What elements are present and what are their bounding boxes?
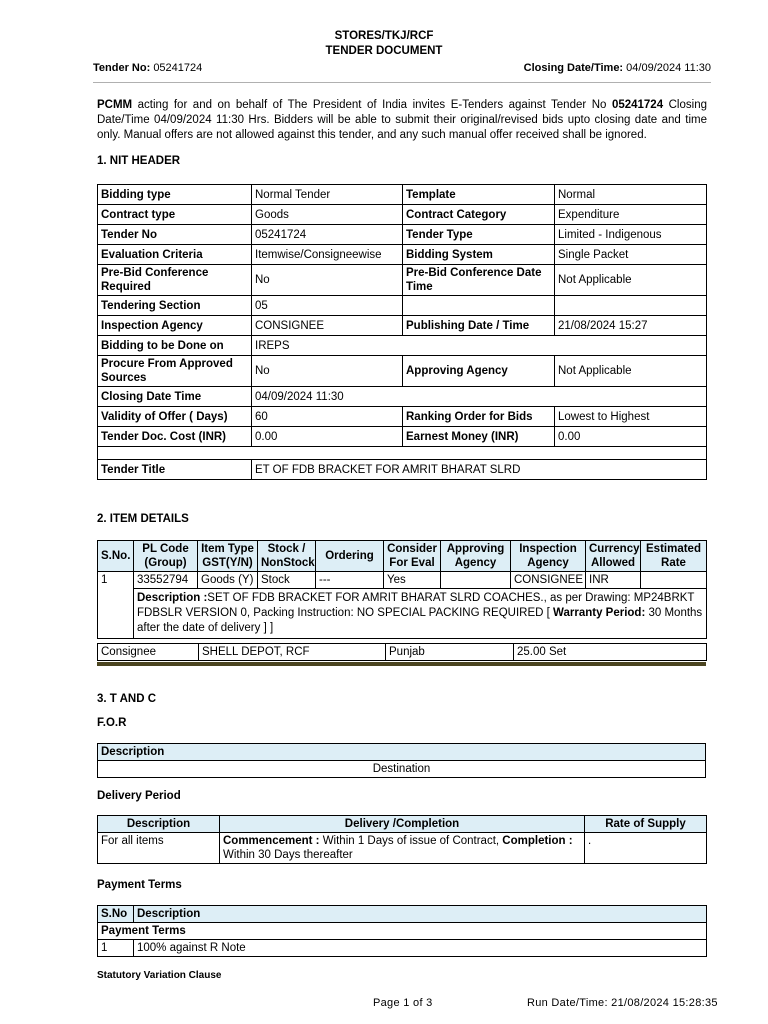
table-row [98,356,707,387]
nit-key: Tender Title [98,460,252,480]
item-estimated-rate [641,572,707,589]
nit-key: Validity of Offer ( Days) [98,407,252,427]
delivery-description: For all items [98,833,220,864]
table-row [98,940,707,957]
item-approving-agency [441,572,511,589]
for-value: Destination [98,761,706,778]
item-consider-eval: Yes [384,572,441,589]
nit-value: Not Applicable [555,265,707,296]
header-meta [93,62,711,76]
header-divider [93,82,711,83]
nit-header-table [97,184,707,480]
nit-value: 0.00 [252,427,403,447]
item-type: Goods (Y) [198,572,258,589]
column-header: Approving Agency [441,541,511,572]
nit-value: 05241724 [252,225,403,245]
intro-paragraph: PCMM acting for and on behalf of The President of India invites E-Tenders against Tender No 05241724 Closing Date/Time 04/09/2024 11:30 Hrs. Bidders will be able to submit their original/revised bids upto closing date and time only. Manual offers are not allowed against this tender, and any such manual offer received shall be ignored. [97,99,707,141]
nit-key: Bidding System [403,245,555,265]
nit-value: 60 [252,407,403,427]
table-row [98,296,707,316]
table-header-row [98,541,707,572]
column-header: Stock / NonStock [258,541,316,572]
table-header-row [98,744,706,761]
table-row [98,407,707,427]
column-header: Item Type GST(Y/N) [198,541,258,572]
nit-value: IREPS [252,336,707,356]
table-row [98,761,706,778]
payment-sno: 1 [98,940,134,957]
table-row [98,460,707,480]
nit-key: Pre-Bid Conference Date Time [403,265,555,296]
item-stock: Stock [258,572,316,589]
table-header-row [98,816,707,833]
table-row [98,644,707,661]
table-row [98,427,707,447]
nit-value: 04/09/2024 11:30 [252,387,707,407]
nit-key: Evaluation Criteria [98,245,252,265]
nit-key: Tender Type [403,225,555,245]
nit-key: Ranking Order for Bids [403,407,555,427]
page-number: Page 1 of 3 [373,997,433,1009]
nit-key: Template [403,185,555,205]
nit-key: Contract type [98,205,252,225]
nit-value: 21/08/2024 15:27 [555,316,707,336]
column-header: Delivery /Completion [220,816,585,833]
table-row [98,387,707,407]
item-pl-code: 33552794 [134,572,198,589]
payment-subheader: Payment Terms [98,923,707,940]
header-tender-no: Tender No: 05241724 [93,62,203,74]
column-header: Description [134,906,707,923]
nit-value: Itemwise/Consigneewise [252,245,403,265]
column-header: Currency Allowed [586,541,641,572]
nit-value: No [252,265,403,296]
nit-empty [555,296,707,316]
nit-key: Procure From Approved Sources [98,356,252,387]
nit-empty [403,296,555,316]
payment-description: 100% against R Note [134,940,707,957]
tender-title-value: ET OF FDB BRACKET FOR AMRIT BHARAT SLRD [252,460,707,480]
nit-key: Bidding to be Done on [98,336,252,356]
payment-terms-table [97,905,707,957]
statutory-variation-heading: Statutory Variation Clause [97,970,222,981]
table-row [98,245,707,265]
nit-key: Contract Category [403,205,555,225]
item-currency: INR [586,572,641,589]
nit-header-heading: 1. NIT HEADER [97,155,181,167]
document-title: TENDER DOCUMENT [325,45,443,57]
table-row [98,225,707,245]
table-row-spacer [98,447,707,460]
nit-value: Expenditure [555,205,707,225]
delivery-period-table [97,815,707,864]
item-sno: 1 [98,572,134,639]
column-header: S.No [98,906,134,923]
table-row [98,185,707,205]
nit-key: Bidding type [98,185,252,205]
delivery-completion: Commencement : Within 1 Days of issue of Contract, Completion : Within 30 Days thereafter [220,833,585,864]
nit-value: 05 [252,296,403,316]
table-row [98,833,707,864]
spacer-cell [98,447,707,460]
header-closing: Closing Date/Time: 04/09/2024 11:30 [523,62,711,74]
table-row [98,589,707,639]
nit-key: Tendering Section [98,296,252,316]
consignee-table [97,643,707,661]
nit-value: Limited - Indigenous [555,225,707,245]
item-details-heading: 2. ITEM DETAILS [97,513,189,525]
nit-value: 0.00 [555,427,707,447]
table-row [98,923,707,940]
nit-key: Approving Agency [403,356,555,387]
table-row [98,205,707,225]
tc-heading: 3. T AND C [97,693,156,705]
nit-key: Pre-Bid Conference Required [98,265,252,296]
delivery-period-heading: Delivery Period [97,790,181,802]
nit-value: Single Packet [555,245,707,265]
nit-value: CONSIGNEE [252,316,403,336]
consignee-state: Punjab [386,644,514,661]
nit-value: No [252,356,403,387]
consignee-name: SHELL DEPOT, RCF [199,644,386,661]
document-office: STORES/TKJ/RCF [334,30,434,42]
nit-value: Normal [555,185,707,205]
consignee-quantity: 25.00 Set [514,644,707,661]
column-header: Rate of Supply [585,816,707,833]
column-header: PL Code (Group) [134,541,198,572]
run-datetime: Run Date/Time: 21/08/2024 15:28:35 [527,997,718,1009]
nit-key: Inspection Agency [98,316,252,336]
table-row [98,336,707,356]
for-table [97,743,706,778]
nit-key: Closing Date Time [98,387,252,407]
nit-key: Publishing Date / Time [403,316,555,336]
item-description: Description :SET OF FDB BRACKET FOR AMRIT BHARAT SLRD COACHES., as per Drawing: MP24BRKT FDBSLR VERSION 0, Packing Instruction: NO SPECIAL PACKING REQUIRED [ Warranty Period: 30 Months after the date of delivery ] ] [134,589,707,639]
column-header: Description [98,816,220,833]
rate-of-supply: . [585,833,707,864]
nit-value: Not Applicable [555,356,707,387]
nit-value: Goods [252,205,403,225]
item-section-bar [97,662,706,666]
payment-terms-heading: Payment Terms [97,879,182,891]
nit-value: Normal Tender [252,185,403,205]
nit-key: Earnest Money (INR) [403,427,555,447]
item-ordering: --- [316,572,384,589]
table-row [98,572,707,589]
nit-value: Lowest to Highest [555,407,707,427]
column-header: S.No. [98,541,134,572]
item-inspection-agency: CONSIGNEE [511,572,586,589]
column-header: Inspection Agency [511,541,586,572]
table-row [98,316,707,336]
nit-key: Tender Doc. Cost (INR) [98,427,252,447]
consignee-label: Consignee [98,644,199,661]
table-header-row [98,906,707,923]
for-heading: F.O.R [97,717,127,729]
nit-key: Tender No [98,225,252,245]
column-header: Ordering [316,541,384,572]
column-header: Consider For Eval [384,541,441,572]
column-header: Description [98,744,706,761]
table-row [98,265,707,296]
item-details-table [97,540,707,639]
column-header: Estimated Rate [641,541,707,572]
